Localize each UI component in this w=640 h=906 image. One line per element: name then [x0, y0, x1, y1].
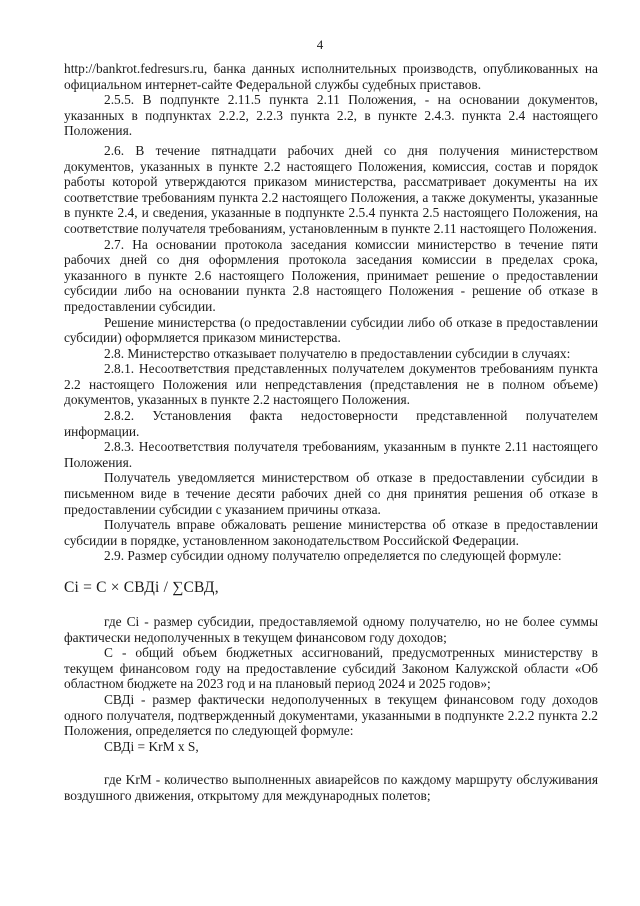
paragraph-intro: http://bankrot.fedresurs.ru, банка данных исполнительных производств, опубликованных на официальном интернет-сайте Федеральной службы судебных приставов. — [64, 61, 598, 92]
document-body — [64, 61, 598, 804]
paragraph-2-7: 2.7. На основании протокола заседания комиссии министерство в течение пяти рабочих дней со дня оформления протокола заседания комиссии в пределах срока, указанного в пункте 2.6 настоящего Положения, принимает решение о предоставлении субсидии либо на основании пункта 2.8 настоящего Положения - решение об отказе в предоставлении субсидии. — [64, 236, 598, 314]
paragraph-2-8-3: 2.8.3. Несоответствия получателя требованиям, указанным в пункте 2.11 настоящего Положения. — [64, 439, 598, 470]
page-number: 4 — [316, 37, 324, 52]
paragraph-2-6: 2.6. В течение пятнадцати рабочих дней со дня получения министерством документов, указанных в пункте 2.2 настоящего Положения, комиссия, состав и порядок работы которой утверждаются приказом министерства, рассматривает документы на их соответствие требованиям пункта 2.2 настоящего Положения, а также документы, указанные в пункте 2.4, и сведения, указанные в подпункте 2.5.4 пункта 2.5 настоящего Положения, на соответствие получателя требованиям, установленным в пункте 2.11 настоящего Положения. — [64, 142, 598, 236]
paragraph-krm-definition: где KrМ - количество выполненных авиарейсов по каждому маршруту обслуживания воздушного движения, открытому для международных полетов; — [64, 772, 598, 803]
paragraph-notification: Получатель уведомляется министерством об отказе в предоставлении субсидии в письменном виде в течение десяти рабочих дней со дня принятия решения об отказе в предоставлении субсидии с указанием причины отказа. — [64, 470, 598, 517]
paragraph-c-definition: С - общий объем бюджетных ассигнований, предусмотренных министерству в текущем финансовом году на предоставление субсидий Законом Калужской области «Об областном бюджете на 2023 год и на плановый период 2024 и 2025 годов»; — [64, 645, 598, 692]
paragraph-appeal: Получатель вправе обжаловать решение министерства об отказе в предоставлении субсидии в порядке, установленном законодательством Российской Федерации. — [64, 517, 598, 548]
paragraph-2-9: 2.9. Размер субсидии одному получателю определяется по следующей формуле: — [104, 548, 562, 564]
paragraph-svdi-definition: СВДi - размер фактически недополученных в текущем финансовом году доходов одного получателя, подтвержденный документами, указанными в подпункте 2.2.2 пункта 2.2 Положения, определяется по следующей формуле: — [64, 691, 598, 739]
paragraph-decision: Решение министерства (о предоставлении субсидии либо об отказе в предоставлении субсидии) оформляется приказом министерства. — [64, 314, 598, 346]
paragraph-2-8-1: 2.8.1. Несоответствия представленных получателем документов требованиям пункта 2.2 настоящего Положения или непредставления (представления не в полном объеме) документов, указанных в пункте 2.2 настоящего Положения. — [64, 361, 598, 408]
paragraph-2-8: 2.8. Министерство отказывает получателю в предоставлении субсидии в случаях: — [104, 345, 571, 361]
formula-svdi: СВДi = KrМ x S, — [104, 738, 199, 754]
paragraph-2-5-5: 2.5.5. В подпункте 2.11.5 пункта 2.11 Положения, - на основании документов, указанных в подпунктах 2.2.2, 2.2.3 пункта 2.2, в пункте 2.4.3. пункта 2.4 настоящего Положения. — [64, 92, 598, 139]
paragraph-ci-definition: где Ci - размер субсидии, предоставляемой одному получателю, но не более суммы фактически недополученных в текущем финансовом году доходов; — [64, 614, 598, 645]
formula-subsidy: Ci = C × СВДi / ∑СВД, — [64, 579, 219, 596]
paragraph-2-8-2: 2.8.2. Установления факта недостоверности представленной получателем информации. — [64, 408, 598, 439]
